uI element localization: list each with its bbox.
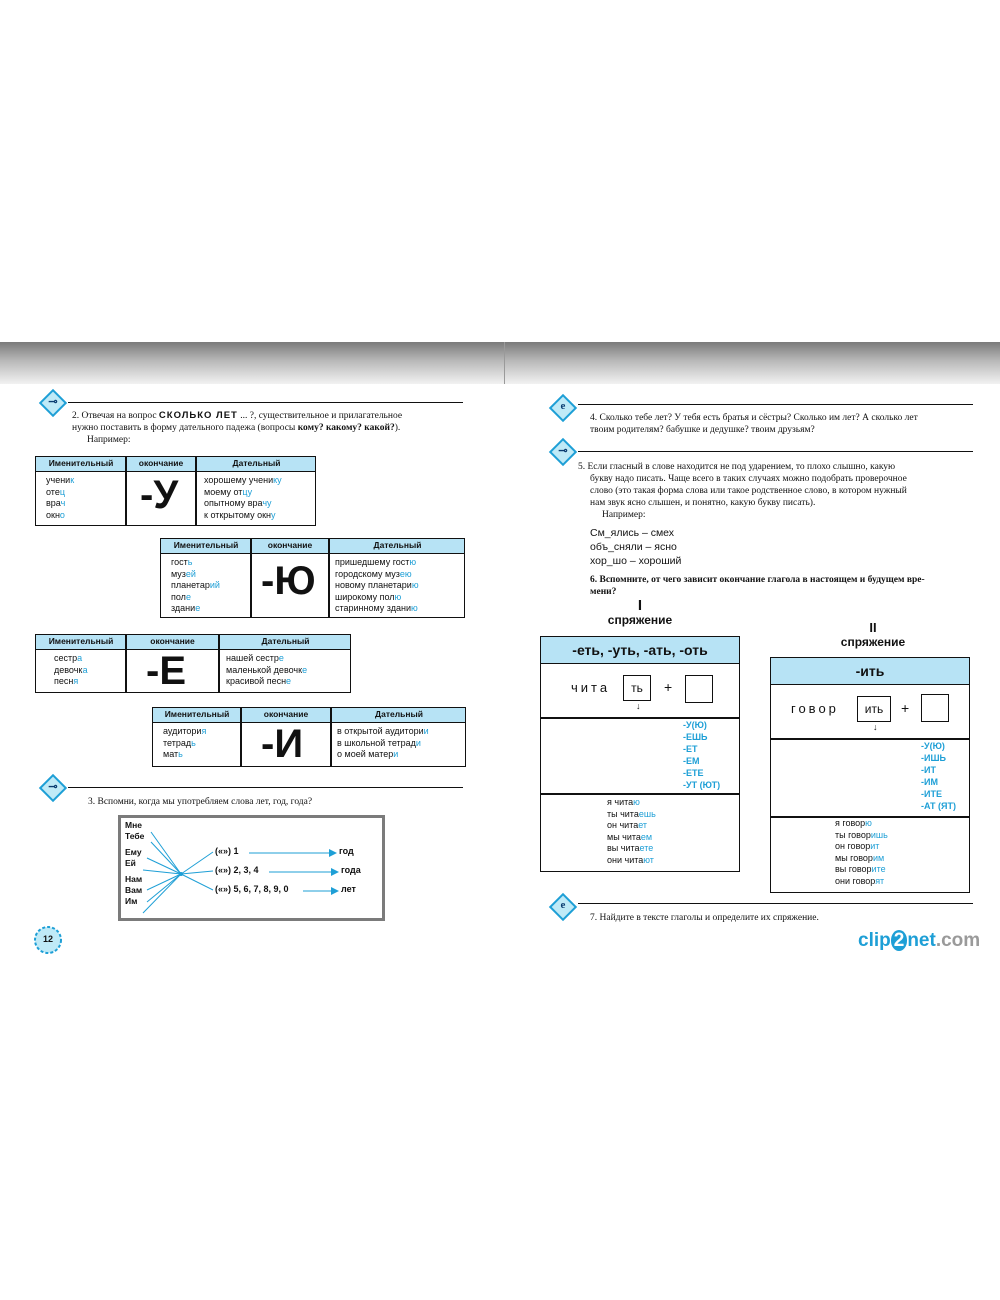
ending-table-i <box>152 707 466 767</box>
nominative-word: врач <box>46 498 66 508</box>
nominative-word: планетарий <box>171 580 220 590</box>
conj1-empty-box <box>685 675 713 703</box>
person-ending: -ЕТ <box>683 744 698 754</box>
speech-icon: e <box>548 393 578 423</box>
header-ending: окончание <box>150 636 195 646</box>
dative-phrase: о моей матери <box>337 749 399 759</box>
task-6: 6. Вспомните, от чего зависит окончание глагола в настоящем и будущем вре- мени? <box>590 575 925 597</box>
pronoun: Нам <box>125 874 143 884</box>
example-3: хор_шо – хороший <box>590 555 682 567</box>
header-dative: Дательный <box>232 458 281 468</box>
section-rule <box>68 787 463 788</box>
conj2-arrow: ↓ <box>873 722 878 732</box>
conj2-plus: + <box>901 700 910 716</box>
example-1: См_ялись – смех <box>590 527 675 539</box>
dative-list <box>204 475 282 521</box>
row-3-nums: («») 5, 6, 7, 8, 9, 0 <box>215 884 289 894</box>
example-2: объ_сняли – ясно <box>590 541 677 553</box>
word-goda: года <box>341 865 361 875</box>
ending-i: -И <box>261 722 304 766</box>
task-2: 2. Отвечая на вопрос СКОЛЬКО ЛЕТ ... ?, существительное и прилагательное нужно поставить в форму дательного падежа (вопросы кому? какому? какой?). Например: <box>72 410 403 445</box>
dative-list <box>337 726 429 761</box>
row-1-nums: («») 1 <box>215 846 239 856</box>
header-ending: окончание <box>263 709 309 719</box>
conj1-forms <box>607 797 656 866</box>
ending-table-e <box>35 634 351 693</box>
person-ending: -ЕШЬ <box>683 732 708 742</box>
dative-phrase: новому планетарию <box>335 580 419 590</box>
section-rule <box>578 451 973 452</box>
nominative-word: тетрадь <box>163 737 196 748</box>
person-ending: -ИМ <box>921 777 938 787</box>
speech-icon: e <box>548 892 578 922</box>
dative-phrase: нашей сестре <box>226 653 284 663</box>
conj1-title: I спряжение <box>607 597 673 627</box>
ending-e: -Е <box>146 649 186 693</box>
dative-phrase: к открытому окну <box>204 509 276 520</box>
page-top-shadow <box>0 342 1000 384</box>
row-2-nums: («») 2, 3, 4 <box>215 865 259 875</box>
nominative-word: отец <box>46 486 65 497</box>
header-nominative: Именительный <box>48 458 114 468</box>
page-number-badge <box>34 926 62 954</box>
ending-table-yu <box>160 538 465 618</box>
dative-phrase: пришедшему гостю <box>335 557 417 567</box>
verb-form: ты читаешь <box>607 808 656 819</box>
nominative-word: здание <box>171 603 201 613</box>
dative-phrase: маленькой девочке <box>226 664 308 675</box>
pronoun-column <box>125 820 144 907</box>
person-ending: -ЕМ <box>683 756 700 766</box>
task-7: 7. Найдите в тексте глаголы и определите их спряжение. <box>590 913 819 923</box>
verb-form: он читает <box>607 820 648 830</box>
section-rule <box>68 402 463 403</box>
person-ending: -УТ (ЮТ) <box>683 780 721 790</box>
dative-phrase: городскому музею <box>335 568 412 579</box>
person-ending: -У(Ю) <box>683 720 707 730</box>
conj2-person-endings <box>921 740 956 812</box>
dative-phrase: хорошему ученику <box>204 475 282 485</box>
header-dative: Дательный <box>375 709 423 719</box>
years-diagram <box>118 815 385 921</box>
page-number: 12 <box>42 934 53 944</box>
key-icon: ⊸ <box>38 388 68 418</box>
conj2-endings: -ить <box>771 658 969 685</box>
person-ending: -ИШЬ <box>921 753 946 763</box>
nominative-list <box>46 475 74 521</box>
dative-phrase: моему отцу <box>204 486 253 497</box>
dative-phrase: старинному зданию <box>335 603 418 613</box>
conj1-suffix: ть <box>623 675 651 701</box>
nominative-word: песня <box>54 676 79 686</box>
word-let: лет <box>341 884 356 894</box>
nominative-word: ученик <box>46 475 75 485</box>
nominative-word: сестра <box>54 653 83 663</box>
verb-form: я читаю <box>607 797 640 807</box>
watermark: clip 2 net.com <box>858 930 981 951</box>
word-god: год <box>339 846 354 856</box>
dative-phrase: в открытой аудитории <box>337 726 429 736</box>
key-icon: ⊸ <box>548 437 578 467</box>
section-rule <box>578 903 973 904</box>
nominative-word: музей <box>171 568 196 579</box>
header-nominative: Именительный <box>173 540 239 550</box>
conj2-forms <box>835 818 888 887</box>
dative-list <box>226 653 307 688</box>
conj1-arrow: ↓ <box>636 701 641 711</box>
ending-table-u <box>35 456 316 526</box>
person-ending: -ИТ <box>921 765 936 775</box>
conj2-stem: говор <box>791 701 839 716</box>
page-gutter <box>504 342 505 384</box>
pronoun: Ей <box>125 858 136 868</box>
conj2-title: II спряжение <box>840 620 906 649</box>
verb-form: они читают <box>607 854 654 865</box>
nominative-list <box>163 726 206 761</box>
nominative-list <box>171 557 220 615</box>
verb-form: мы читаем <box>607 831 653 842</box>
dative-phrase: широкому полю <box>335 591 402 602</box>
conj1-person-endings <box>683 719 720 791</box>
conj1-plus: + <box>664 679 673 695</box>
dative-list <box>335 557 419 615</box>
verb-form: мы говорим <box>835 852 885 863</box>
pronoun: Ему <box>125 847 142 857</box>
header-dative: Дательный <box>261 636 310 646</box>
dative-phrase: красивой песне <box>226 676 292 686</box>
pronoun: Им <box>125 896 138 906</box>
task-5: 5. Если гласный в слове находится не под ударением, то плохо слышно, какую букву надо писать. Чаще всего в таких случаях можно подобрать проверочное слово (это такая форма слова или такое родственное слово, в котором нужный нам звук ясно слышен, и понятно, какую букву писать). Например: <box>578 462 907 520</box>
verb-form: вы говорите <box>835 864 886 874</box>
nominative-word: гость <box>171 557 193 567</box>
nominative-word: окно <box>46 509 65 520</box>
conj2-suffix: ить <box>857 696 891 722</box>
header-nominative: Именительный <box>164 709 230 719</box>
person-ending: -У(Ю) <box>921 741 945 751</box>
conj2-empty-box <box>921 694 949 722</box>
section-rule <box>578 404 973 405</box>
person-ending: -АТ (ЯТ) <box>921 801 957 811</box>
task-4: 4. Сколько тебе лет? У тебя есть братья и сёстры? Сколько им лет? А сколько лет твоим родителям? бабушке и дедушке? твоим друзьям? <box>590 413 918 435</box>
header-ending: окончание <box>267 540 313 550</box>
verb-form: я говорю <box>835 818 872 828</box>
dative-phrase: в школьной тетради <box>337 737 421 748</box>
pronoun: Мне <box>125 820 142 830</box>
verb-form: он говорит <box>835 841 880 851</box>
key-icon: ⊸ <box>38 773 68 803</box>
verb-form: они говорят <box>835 875 885 886</box>
examples <box>590 526 681 568</box>
header-dative: Дательный <box>373 540 422 550</box>
nominative-word: поле <box>171 591 191 602</box>
verb-form: вы читаете <box>607 843 654 853</box>
verb-form: ты говоришь <box>835 829 888 840</box>
ending-u: -У <box>140 473 179 517</box>
person-ending: -ЕТЕ <box>683 768 704 778</box>
pronoun: Вам <box>125 885 143 895</box>
nominative-word: девочка <box>54 664 88 675</box>
task-3: 3. Вспомни, когда мы употребляем слова лет, год, года? <box>88 797 313 807</box>
nominative-list <box>54 653 88 688</box>
conj1-endings: -еть, -уть, -ать, -оть <box>541 637 739 664</box>
ending-yu: -Ю <box>261 559 316 603</box>
conjugation-1-box <box>540 636 740 872</box>
conj1-stem: чита <box>571 680 611 695</box>
header-ending: окончание <box>138 458 184 468</box>
person-ending: -ИТЕ <box>921 789 942 799</box>
pronoun: Тебе <box>125 831 145 841</box>
nominative-word: мать <box>163 749 183 759</box>
dative-phrase: опытному врачу <box>204 498 272 508</box>
nominative-word: аудитория <box>163 726 207 736</box>
header-nominative: Именительный <box>48 636 114 646</box>
conjugation-2-box <box>770 657 970 893</box>
